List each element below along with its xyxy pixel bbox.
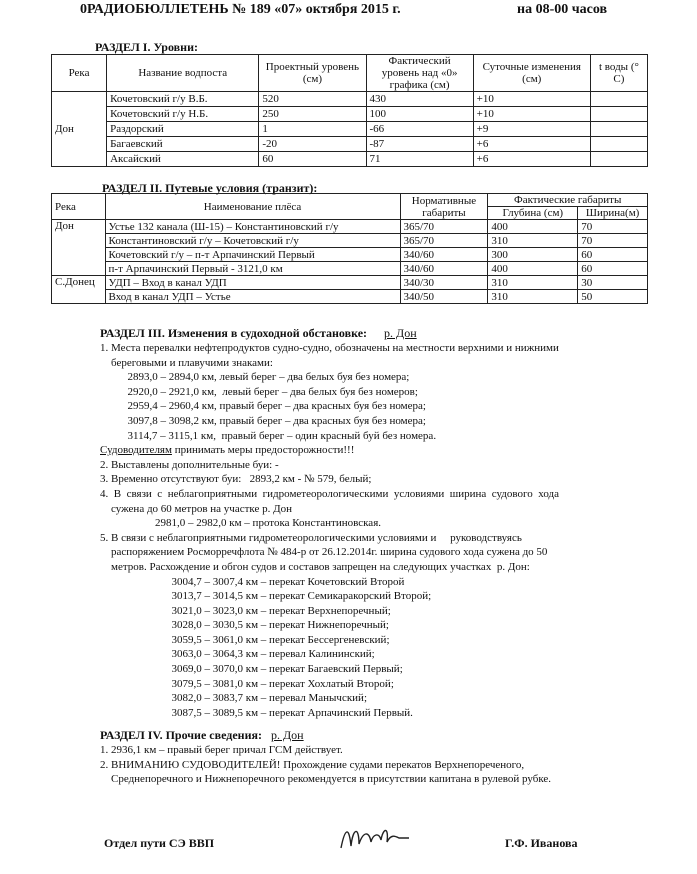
table-row [52,290,648,304]
table-row [52,276,648,290]
actual-level: 71 [366,152,473,167]
col-station: Название водпоста [107,55,259,92]
list-item: сужена до 60 метров на участке р. Дон [100,502,292,515]
table-row [52,152,648,167]
table-row [52,234,648,248]
levels-table [51,54,648,167]
list-item: 3114,7 – 3115,1 км, правый берег – один красный буй без номера. [100,429,437,442]
water-temp [590,122,647,137]
signature [335,818,425,861]
list-item: 3069,0 – 3070,0 км – перекат Багаевский Первый; [100,663,403,676]
col-river: Река [52,55,107,92]
list-item: 2920,0 – 2921,0 км, левый берег – два белых буя без номеров; [100,385,418,398]
department-label: Отдел пути СЭ ВВП [104,836,215,850]
col-actual-level: Фактический уровень над «0» графика (см) [366,55,473,92]
river-cell: Дон [52,220,106,276]
bulletin-time: на 08-00 часов [517,2,608,17]
table-row [52,137,648,152]
width: 30 [578,276,648,290]
station-name: Кочетовский г/у Н.Б. [107,107,259,122]
width: 60 [578,248,648,262]
list-item: 3087,5 – 3089,5 км – перекат Арпачинский Первый. [100,706,413,719]
signer-name: Г.Ф. Иванова [505,836,578,850]
normative: 365/70 [400,234,488,248]
width: 70 [578,234,648,248]
list-item: 4. В связи с неблагоприятными гидрометеорологическими условиями ширина судового хода [100,487,559,500]
depth: 300 [488,248,578,262]
section1-title: РАЗДЕЛ I. Уровни: [95,40,198,54]
daily-change: +9 [473,122,590,137]
list-item: 3028,0 – 3030,5 км – перекат Нижнепоречный; [100,619,389,632]
list-item: 3004,7 – 3007,4 км – перекат Кочетовский Второй [100,575,405,588]
reach-name: Устье 132 канала (Ш-15) – Константиновский г/у [105,220,400,234]
reach-name: Кочетовский г/у – п-т Арпачинский Первый [105,248,400,262]
signature-icon [335,818,425,858]
daily-change: +10 [473,92,590,107]
design-level: -20 [259,137,366,152]
list-item: 3079,5 – 3081,0 км – перекат Хохлатый Второй; [100,677,394,690]
list-item: 5. В связи с неблагоприятными гидрометеорологическими условиями и руководствуясь [100,531,522,544]
list-item: 3063,0 – 3064,3 км – перевал Калининский; [100,648,375,661]
actual-level: 430 [366,92,473,107]
table-row [52,248,648,262]
table-row [52,122,648,137]
water-temp [590,137,647,152]
station-name: Кочетовский г/у В.Б. [107,92,259,107]
section4-title [100,728,304,743]
warning-text: принимать меры предосторожности!!! [171,444,355,457]
col-design-level: Проектный уровень (см) [259,55,366,92]
list-item: 3059,5 – 3061,0 км – перекат Бессергеневский; [100,633,390,646]
list-item: 2. Выставлены дополнительные буи: - [100,458,279,471]
section2-title: РАЗДЕЛ II. Путевые условия (транзит): [102,181,318,195]
section3-river: р. Дон [384,326,417,340]
daily-change: +6 [473,137,590,152]
reach-name: УДП – Вход в канал УДП [105,276,400,290]
depth: 400 [488,220,578,234]
actual-level: 100 [366,107,473,122]
list-item: 1. 2936,1 км – правый берег причал ГСМ действует. [100,744,343,756]
depth: 400 [488,262,578,276]
station-name: Аксайский [107,152,259,167]
normative: 340/60 [400,262,488,276]
depth: 310 [488,290,578,304]
water-temp [590,107,647,122]
design-level: 250 [259,107,366,122]
list-item: 3097,8 – 3098,2 км, правый берег – два красных буя без номера; [100,414,426,427]
depth: 310 [488,234,578,248]
design-level: 1 [259,122,366,137]
warning-line [100,443,559,458]
station-name: Раздорский [107,122,259,137]
width: 70 [578,220,648,234]
section3-title [100,326,417,341]
warning-word: Судоводителям [100,444,172,457]
daily-change: +10 [473,107,590,122]
station-name: Багаевский [107,137,259,152]
table-row [52,92,648,107]
design-level: 60 [259,152,366,167]
reach-name: Константиновский г/у – Кочетовский г/у [105,234,400,248]
list-item: 3013,7 – 3014,5 км – перекат Семикаракорский Второй; [100,590,432,603]
normative: 365/70 [400,220,488,234]
actual-level: -66 [366,122,473,137]
list-item: метров. Расхождение и обгон судов и составов запрещен на следующих участках р. Дон: [100,560,530,573]
list-item: 2893,0 – 2894,0 км, левый берег – два белых буя без номера; [100,371,410,384]
table-row [52,107,648,122]
col-river: Река [52,194,106,220]
list-item: береговыми и плавучими знаками: [100,356,273,369]
col-width: Ширина(м) [578,207,648,220]
water-temp [590,92,647,107]
list-item: 3082,0 – 3083,7 км – перевал Манычский; [100,692,368,705]
col-depth: Глубина (см) [488,207,578,220]
route-table [51,193,648,304]
actual-level: -87 [366,137,473,152]
list-item: Среднепоречного и Нижнепоречного рекомендуется в присутствии капитана в рулевой рубке. [100,773,552,786]
normative: 340/60 [400,248,488,262]
table-row [52,220,648,234]
col-reach-name: Наименование плёса [105,194,400,220]
list-item: 2. ВНИМАНИЮ СУДОВОДИТЕЛЕЙ! Прохождение судами перекатов Верхнепореченого, [100,758,525,771]
river-cell: Дон [52,92,107,167]
col-daily-change: Суточные изменения (см) [473,55,590,92]
bulletin-title: 0РАДИОБЮЛЛЕТЕНЬ № 189 «07» октября 2015 г. [80,2,401,17]
section3-heading: РАЗДЕЛ III. Изменения в судоходной обстановке: [100,326,368,340]
river-cell: С.Донец [52,276,106,304]
daily-change: +6 [473,152,590,167]
width: 60 [578,262,648,276]
normative: 340/30 [400,276,488,290]
table-row [52,262,648,276]
depth: 310 [488,276,578,290]
normative: 340/50 [400,290,488,304]
reach-name: Вход в канал УДП – Устье [105,290,400,304]
list-item: 1. Места перевалки нефтепродуктов судно-судно, обозначены на местности верхними и нижними [100,342,559,354]
water-temp [590,152,647,167]
section3-body [100,341,559,720]
list-item: 3021,0 – 3023,0 км – перекат Верхнепоречный; [100,604,391,617]
col-actual: Фактические габариты [488,194,648,207]
list-item: 2959,4 – 2960,4 км, правый берег – два красных буя без номера; [100,400,426,413]
width: 50 [578,290,648,304]
section4-body [100,743,551,787]
design-level: 520 [259,92,366,107]
list-item: распоряжением Росморречфлота № 484-р от 26.12.2014г. ширина судового хода сужена до 50 [100,546,548,559]
section4-river: р. Дон [271,728,304,742]
section4-heading: РАЗДЕЛ IV. Прочие сведения: [100,728,262,742]
list-item: 2981,0 – 2982,0 км – протока Константиновская. [100,517,381,530]
col-normative: Нормативные габариты [400,194,488,220]
list-item: 3. Временно отсутствуют буи: 2893,2 км - № 579, белый; [100,473,372,486]
reach-name: п-т Арпачинский Первый - 3121,0 км [105,262,400,276]
col-water-temp: t воды (° С) [590,55,647,92]
